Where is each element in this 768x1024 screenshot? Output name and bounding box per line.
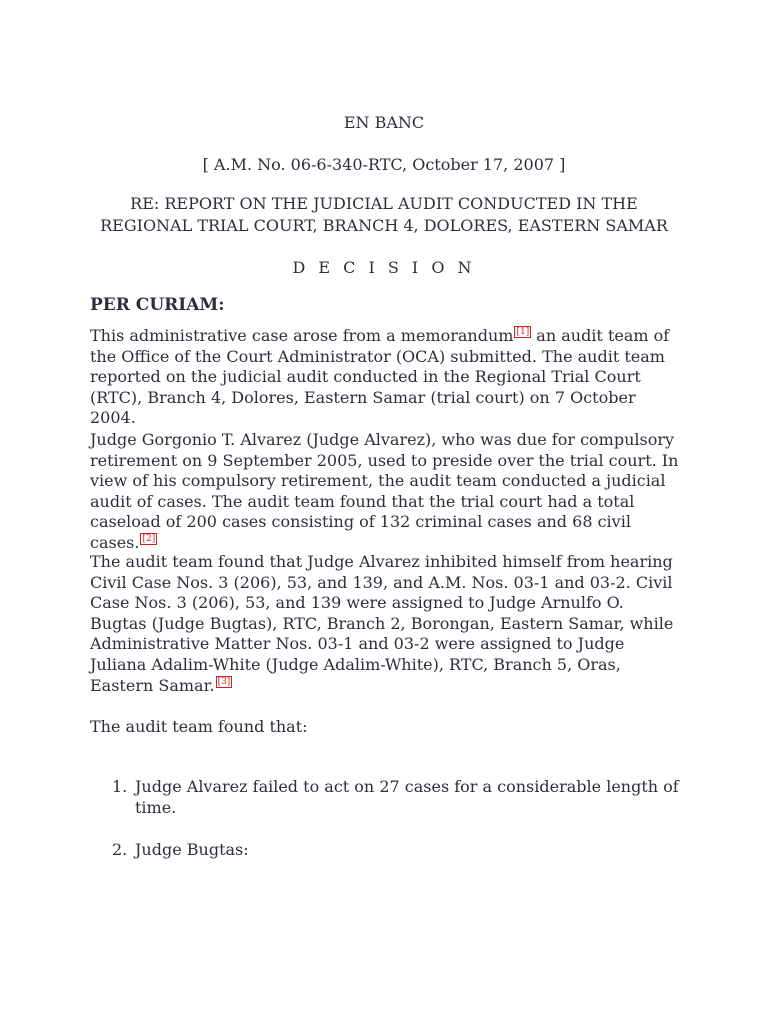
- footnote-link-1[interactable]: [1]: [516, 327, 530, 337]
- footnote-link-3[interactable]: [3]: [217, 676, 231, 687]
- per-curiam-heading: PER CURIAM:: [90, 295, 225, 315]
- paragraph-2: [90, 430, 680, 554]
- list-item-number: 2.: [112, 840, 128, 859]
- case-number: [ A.M. No. 06-6-340-RTC, October 17, 2007 ]: [202, 155, 566, 174]
- paragraph-1: [90, 326, 680, 429]
- case-title: [0, 193, 768, 237]
- footnote-link-2[interactable]: [2]: [142, 533, 156, 544]
- paragraph-2-text: Judge Gorgonio T. Alvarez (Judge Alvarez), who was due for compulsory retirement on 9 September 2005, used to preside over the trial court. In view of his compulsory retirement, the audit team conducted a judicial audit of cases. The audit team found that the trial court had a total caseload of 200 cases consisting of 132 criminal cases and 68 civil cases.: [90, 430, 679, 552]
- paragraph-3: [90, 552, 680, 696]
- paragraph-1-text-a: This administrative case arose from a memorandum: [90, 326, 514, 345]
- paragraph-3-text: The audit team found that Judge Alvarez inhibited himself from hearing Civil Case Nos. 3 (206), 53, and 139, and A.M. Nos. 03-1 and 03-2. Civil Case Nos. 3 (206), 53, and 139 were assigned to Judge Arnulfo O. Bugtas (Judge Bugtas), RTC, Branch 2, Borongan, Eastern Samar, while Administrative Matter Nos. 03-1 and 03-2 were assigned to Judge Juliana Adalim-White (Judge Adalim-White), RTC, Branch 5, Oras, Eastern Samar.: [90, 552, 674, 695]
- paragraph-4: The audit team found that:: [90, 717, 308, 736]
- decision-heading: D E C I S I O N: [292, 258, 476, 277]
- paragraph-1-text-b: an audit team of the Office of the Court Administrator (OCA) submitted. The audit team reported on the judicial audit conducted in the Regional Trial Court (RTC), Branch 4, Dolores, Eastern Samar (trial court) on 7 October 2004.: [90, 326, 670, 428]
- court-division: EN BANC: [343, 113, 425, 132]
- list-item-number: 1.: [112, 777, 128, 796]
- list-item: [90, 839, 690, 860]
- list-item-text: Judge Alvarez failed to act on 27 cases for a considerable length of time.: [135, 777, 679, 817]
- list-item-text: Judge Bugtas:: [135, 840, 249, 859]
- list-item: [90, 776, 690, 818]
- case-title-line-2: REGIONAL TRIAL COURT, BRANCH 4, DOLORES, EASTERN SAMAR: [100, 216, 668, 235]
- case-title-line-1: RE: REPORT ON THE JUDICIAL AUDIT CONDUCTED IN THE: [130, 194, 638, 213]
